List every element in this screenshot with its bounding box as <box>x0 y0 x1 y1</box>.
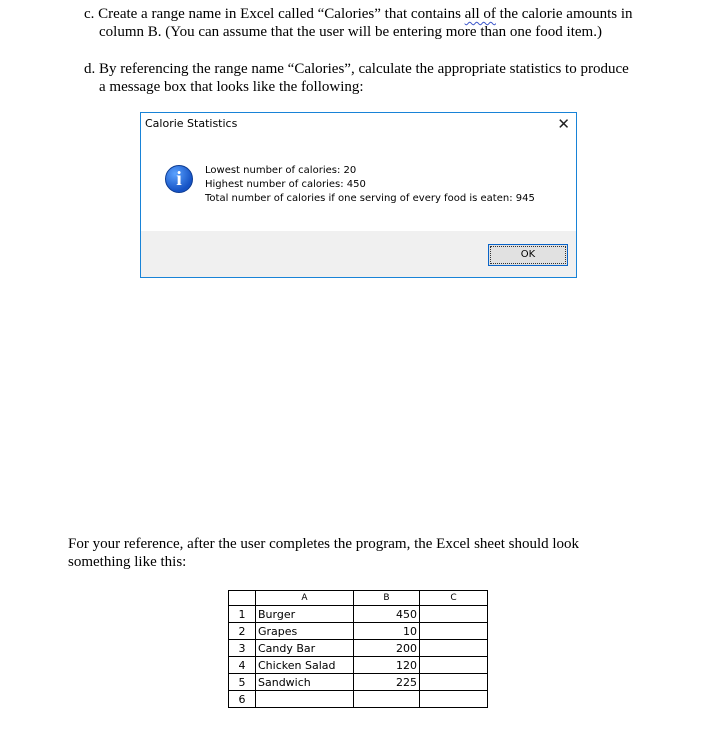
reference-line-1: For your reference, after the user completes the program, the Excel sheet should look <box>68 536 580 552</box>
cell-food[interactable]: Sandwich <box>256 674 354 691</box>
cell-food[interactable]: Burger <box>256 606 354 623</box>
row-number[interactable]: 1 <box>229 606 256 623</box>
reference-line-2: something like this: <box>68 554 187 570</box>
cell-c[interactable] <box>420 674 488 691</box>
row-number[interactable]: 6 <box>229 691 256 708</box>
spellcheck-flag: all of <box>464 6 496 22</box>
row-number[interactable]: 3 <box>229 640 256 657</box>
cell-calories[interactable]: 120 <box>354 657 420 674</box>
close-icon[interactable]: ✕ <box>557 115 570 133</box>
item-c-line-1: c. Create a range name in Excel called “Calories” that contains all of the calorie amounts in <box>84 6 633 22</box>
cell-food[interactable]: Grapes <box>256 623 354 640</box>
ok-button-label: OK <box>490 246 566 264</box>
cell-calories[interactable]: 10 <box>354 623 420 640</box>
table-row <box>229 606 488 623</box>
cell-c[interactable] <box>420 640 488 657</box>
dialog-message <box>205 164 535 206</box>
cell-food[interactable]: Chicken Salad <box>256 657 354 674</box>
info-icon: i <box>165 165 193 193</box>
table-row <box>229 640 488 657</box>
item-d-line-2: a message box that looks like the following: <box>99 79 364 95</box>
column-header-c[interactable]: C <box>420 591 488 606</box>
cell-calories[interactable]: 200 <box>354 640 420 657</box>
row-number[interactable]: 5 <box>229 674 256 691</box>
row-number[interactable]: 2 <box>229 623 256 640</box>
table-row <box>229 691 488 708</box>
reference-paragraph <box>68 535 579 571</box>
lowest-calories-text: Lowest number of calories: 20 <box>205 165 357 176</box>
dialog-footer <box>141 231 576 277</box>
item-d-line-1: d. By referencing the range name “Calories”, calculate the appropriate statistics to produce <box>84 61 629 77</box>
cell-calories[interactable] <box>354 691 420 708</box>
cell-c[interactable] <box>420 623 488 640</box>
cell-c[interactable] <box>420 691 488 708</box>
ok-button[interactable] <box>488 244 568 266</box>
column-header-a[interactable]: A <box>256 591 354 606</box>
table-row <box>229 623 488 640</box>
item-c-line-2: column B. (You can assume that the user will be entering more than one food item.) <box>99 24 602 40</box>
item-c-paragraph <box>84 5 633 41</box>
table-row <box>229 657 488 674</box>
total-calories-text: Total number of calories if one serving of every food is eaten: 945 <box>205 193 535 204</box>
column-header-row <box>229 591 488 606</box>
highest-calories-text: Highest number of calories: 450 <box>205 179 366 190</box>
row-number[interactable]: 4 <box>229 657 256 674</box>
corner-cell <box>229 591 256 606</box>
cell-c[interactable] <box>420 606 488 623</box>
cell-c[interactable] <box>420 657 488 674</box>
cell-calories[interactable]: 225 <box>354 674 420 691</box>
column-header-b[interactable]: B <box>354 591 420 606</box>
cell-food[interactable] <box>256 691 354 708</box>
table-row <box>229 674 488 691</box>
cell-food[interactable]: Candy Bar <box>256 640 354 657</box>
item-d-paragraph <box>84 60 629 96</box>
calorie-statistics-dialog <box>140 112 577 278</box>
cell-calories[interactable]: 450 <box>354 606 420 623</box>
dialog-title: Calorie Statistics <box>145 117 238 130</box>
excel-sheet <box>228 590 488 708</box>
